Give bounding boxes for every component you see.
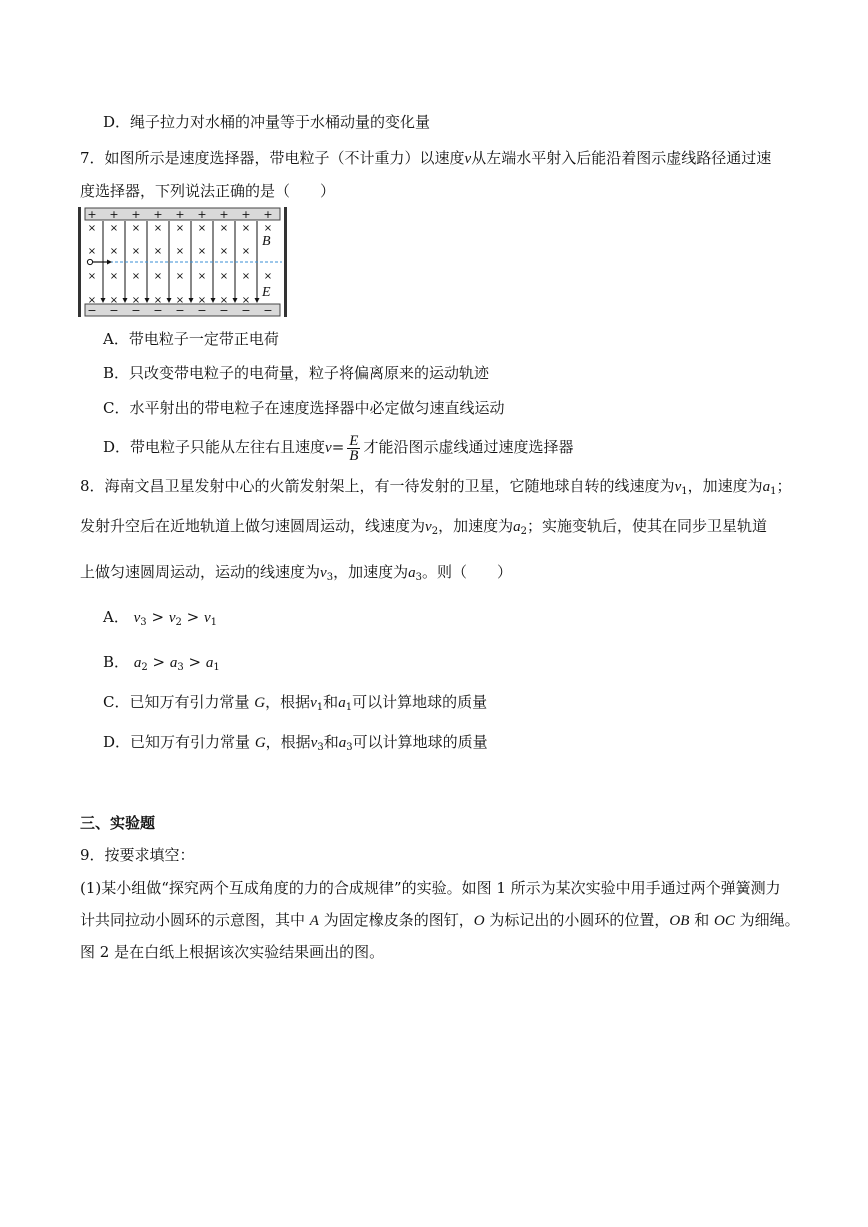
option-text: 可以计算地球的质量 (352, 693, 488, 711)
q8-text: ，加速度为 (333, 563, 409, 581)
q8-text: ，加速度为 (687, 477, 763, 495)
q8-var: a (133, 655, 142, 671)
cross-mark: × (109, 271, 119, 282)
minus-sign: − (219, 304, 229, 317)
minus-sign: − (87, 304, 97, 317)
plus-sign: + (131, 208, 141, 221)
q8-text: ，加速度为 (438, 517, 514, 535)
q8-option-a (103, 607, 217, 633)
q7-stem-line2: 度选择器，下列说法正确的是（ ） (80, 182, 336, 200)
option-label: A． (103, 608, 129, 626)
q8-sub: 3 (140, 617, 147, 628)
constant-g: G (254, 695, 266, 711)
gt-sign: > (188, 653, 202, 671)
q6-option-d: D．绳子拉力对水桶的冲量等于水桶动量的变化量 (103, 113, 431, 131)
plus-sign: + (219, 208, 229, 221)
q8-var: a (338, 735, 347, 751)
cross-mark: × (219, 246, 229, 257)
cross-mark: × (131, 246, 141, 257)
minus-sign: − (175, 304, 185, 317)
rope-ob: OB (669, 913, 690, 929)
q9-paragraph-line3: 图 2 是在白纸上根据该次实验结果画出的图。 (80, 943, 385, 961)
plus-sign: + (153, 208, 163, 221)
q8-sub: 1 (770, 486, 777, 497)
q7-stem-line1 (80, 148, 771, 169)
cross-mark: × (197, 246, 207, 257)
cross-mark: × (131, 295, 141, 306)
cross-mark: × (153, 246, 163, 257)
minus-sign: − (263, 304, 273, 317)
minus-sign: − (197, 304, 207, 317)
gt-sign: > (152, 653, 166, 671)
option-text: ，根据 (265, 733, 311, 751)
q9-text: 计共同拉动小圆环的示意图，其中 (80, 911, 306, 929)
field-line-arrowhead (255, 298, 260, 303)
gt-sign: > (151, 608, 165, 626)
field-line-arrowhead (233, 298, 238, 303)
q7-stem-text-a: 7．如图所示是速度选择器，带电粒子（不计重力）以速度 (80, 149, 465, 167)
q7-var-v: v (464, 151, 472, 167)
q8-var: v (204, 610, 211, 626)
cross-mark: × (87, 271, 97, 282)
q8-option-b (103, 652, 220, 678)
q8-text: ；实施变轨后，使其在同步卫星轨道 (526, 517, 767, 535)
velocity-selector-figure (78, 207, 290, 319)
q8-sub: 1 (316, 702, 324, 713)
cross-mark: × (241, 295, 251, 306)
q8-text: 上做匀速圆周运动，运动的线速度为 (80, 563, 321, 581)
rope-oc: OC (713, 913, 735, 929)
cross-mark: × (175, 271, 185, 282)
section-heading: 三、实验题 (80, 814, 156, 832)
plus-sign: + (87, 208, 97, 221)
field-line-arrowhead (101, 298, 106, 303)
right-outer-bar (284, 207, 287, 317)
cross-mark: × (197, 271, 207, 282)
minus-sign: − (131, 304, 141, 317)
cross-mark: × (219, 271, 229, 282)
label-e: E (262, 285, 271, 300)
option-text: D．已知万有引力常量 (103, 733, 251, 751)
q8-var: a (762, 479, 771, 495)
q8-var: a (513, 519, 521, 535)
cross-mark: × (175, 246, 185, 257)
q8-text: 发射升空后在近地轨道上做匀速圆周运动，线速度为 (80, 517, 426, 535)
q8-sub: 1 (345, 702, 353, 713)
point-o: O (473, 913, 485, 929)
cross-mark: × (87, 295, 97, 306)
q7-option-d-pre: D．带电粒子只能从左往右且速度 (103, 438, 326, 456)
q7-option-d-eq: = (331, 438, 345, 456)
cross-mark: × (219, 223, 229, 234)
q8-var: v (310, 735, 318, 751)
cross-mark: × (131, 223, 141, 234)
gt-sign: > (186, 608, 200, 626)
q8-sub: 3 (326, 572, 334, 583)
q7-stem-text-b: 从左端水平射入后能沿着图示虚线路径通过速 (471, 149, 772, 167)
q8-text: 8．海南文昌卫星发射中心的火箭发射架上，有一待发射的卫星，它随地球自转的线速度为 (80, 477, 675, 495)
left-outer-bar (78, 207, 81, 317)
minus-sign: − (109, 304, 119, 317)
field-line-arrowhead (189, 298, 194, 303)
q8-stem-line2 (80, 516, 767, 542)
q9-text: 和 (694, 911, 710, 929)
option-text: 和 (323, 693, 339, 711)
q7-option-d-post: 才能沿图示虚线通过速度选择器 (363, 438, 574, 456)
q8-var: v (320, 565, 327, 581)
option-text: 和 (323, 733, 339, 751)
option-text: ，根据 (265, 693, 311, 711)
q8-sub: 2 (175, 617, 182, 628)
q8-var: a (205, 655, 214, 671)
q8-option-d (103, 732, 488, 758)
cross-mark: × (241, 246, 251, 257)
q9-text: 为固定橡皮条的图钉， (323, 911, 474, 929)
cross-mark: × (219, 295, 229, 306)
cross-mark: × (131, 271, 141, 282)
field-line-arrowhead (123, 298, 128, 303)
velocity-arrowhead (107, 260, 112, 265)
cross-mark: × (197, 223, 207, 234)
cross-mark: × (263, 223, 273, 234)
q8-sub: 1 (213, 662, 220, 673)
q8-var: v (133, 610, 141, 626)
q8-sub: 2 (141, 662, 148, 673)
q8-stem-line1 (80, 476, 792, 502)
plus-sign: + (109, 208, 119, 221)
plus-sign: + (263, 208, 273, 221)
field-line-arrowhead (145, 298, 150, 303)
q7-option-c: C．水平射出的带电粒子在速度选择器中必定做匀速直线运动 (103, 399, 505, 417)
q8-sub: 1 (681, 486, 688, 497)
cross-mark: × (109, 223, 119, 234)
minus-sign: − (153, 304, 163, 317)
q9-stem: 9．按要求填空： (80, 846, 195, 864)
cross-mark: × (153, 295, 163, 306)
q7-option-d-fraction (347, 434, 360, 463)
q8-var: v (425, 519, 432, 535)
cross-mark: × (153, 223, 163, 234)
option-text: 可以计算地球的质量 (352, 733, 488, 751)
option-label: B． (103, 653, 130, 671)
cross-mark: × (87, 246, 97, 257)
q8-var: a (408, 565, 416, 581)
plus-sign: + (175, 208, 185, 221)
plus-signs (87, 208, 272, 221)
cross-mark: × (263, 271, 273, 282)
q7-option-b: B．只改变带电粒子的电荷量，粒子将偏离原来的运动轨迹 (103, 364, 490, 382)
q8-stem-line3 (80, 562, 512, 588)
q8-var: v (168, 610, 176, 626)
q9-paragraph-line2 (80, 910, 800, 931)
cross-mark: × (241, 223, 251, 234)
cross-mark: × (175, 295, 185, 306)
charged-particle (87, 259, 92, 264)
fraction-denominator: B (349, 447, 359, 464)
plus-sign: + (197, 208, 207, 221)
q8-var: a (169, 655, 178, 671)
point-a: A (309, 913, 319, 929)
cross-mark: × (241, 271, 251, 282)
q8-sub: 3 (346, 742, 353, 753)
field-line-arrowhead (167, 298, 172, 303)
minus-sign: − (241, 304, 251, 317)
q7-option-a: A．带电粒子一定带正电荷 (103, 330, 279, 348)
q8-sub: 3 (415, 572, 422, 583)
q8-sub: 3 (177, 662, 184, 673)
field-line-arrowhead (211, 298, 216, 303)
q7-option-d (103, 432, 573, 463)
q9-text: 为细绳。 (739, 911, 800, 929)
q8-option-c (103, 692, 487, 718)
magnetic-field-crosses (88, 223, 272, 306)
cross-mark: × (109, 295, 119, 306)
q8-sub: 1 (210, 617, 218, 628)
cross-mark: × (87, 223, 97, 234)
q8-sub: 2 (431, 526, 439, 537)
q8-sub: 2 (520, 526, 527, 537)
plus-sign: + (241, 208, 251, 221)
fraction-numerator: E (349, 432, 359, 449)
option-text: C．已知万有引力常量 (103, 693, 250, 711)
q8-sub: 3 (317, 742, 324, 753)
cross-mark: × (197, 295, 207, 306)
cross-mark: × (153, 271, 163, 282)
constant-g: G (254, 735, 266, 751)
label-b: B (262, 234, 271, 249)
q8-var: a (338, 695, 346, 711)
q9-text: 为标记出的小圆环的位置， (489, 911, 670, 929)
q9-paragraph-line1: (1)某小组做“探究两个互成角度的力的合成规律”的实验。如图 1 所示为某次实验中用手通过两个弹簧测力 (80, 879, 781, 897)
cross-mark: × (109, 246, 119, 257)
q8-var: v (310, 695, 317, 711)
q8-text: 。则（ ） (421, 563, 512, 581)
q7-option-d-v: v (325, 440, 332, 456)
q8-var: v (674, 479, 682, 495)
q8-text: ； (776, 477, 792, 495)
cross-mark: × (175, 223, 185, 234)
